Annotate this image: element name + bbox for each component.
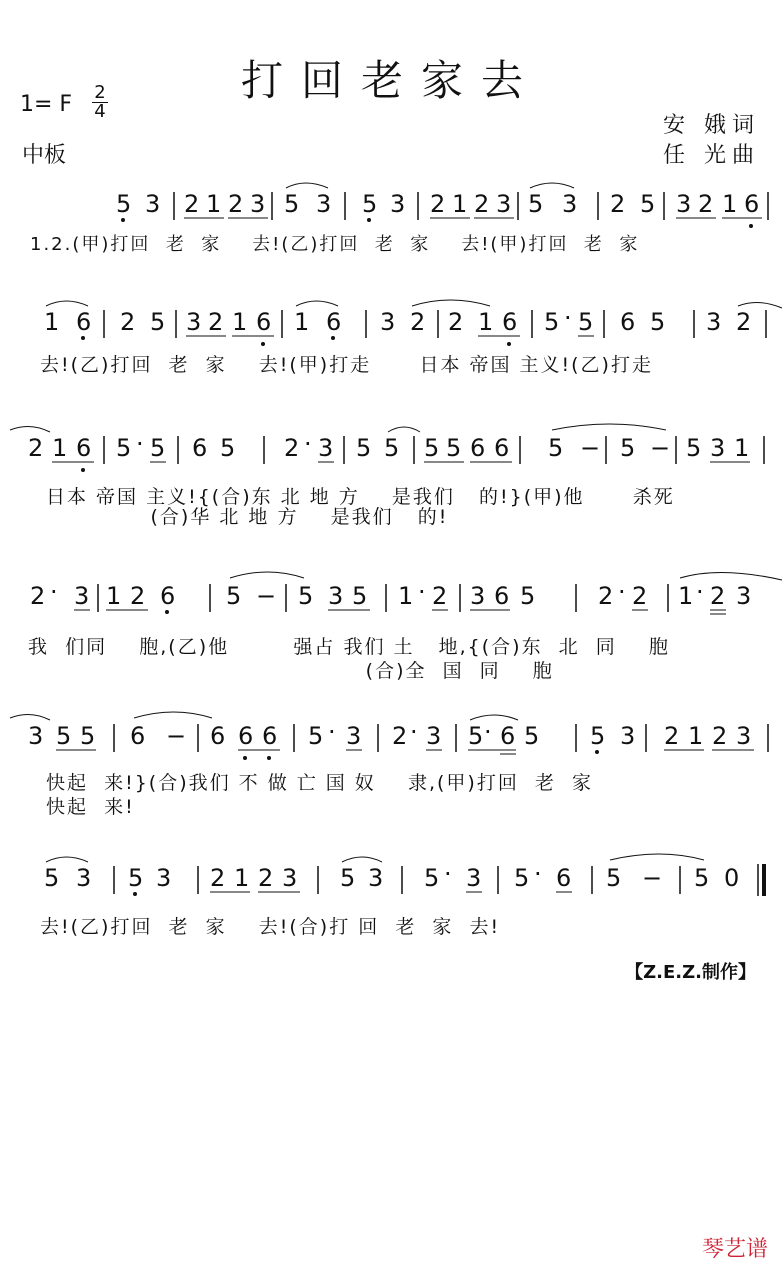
- svg-text:2: 2: [120, 308, 136, 336]
- svg-text:−: −: [642, 864, 663, 892]
- svg-text:−: −: [166, 722, 187, 750]
- notation-svg: [0, 180, 782, 230]
- svg-text:2: 2: [736, 308, 752, 336]
- notation-line: [0, 572, 782, 612]
- svg-text:3: 3: [710, 434, 726, 462]
- svg-text:2: 2: [664, 722, 680, 750]
- svg-text:·: ·: [484, 718, 492, 746]
- svg-text:3: 3: [316, 190, 332, 218]
- svg-text:3: 3: [676, 190, 692, 218]
- svg-text:3: 3: [736, 582, 752, 610]
- lyric-line: 去!(乙)打回 老 家 去!(合)打 回 老 家 去!: [40, 916, 501, 938]
- svg-text:3: 3: [496, 190, 512, 218]
- svg-text:2: 2: [710, 582, 726, 610]
- svg-text:·: ·: [50, 578, 58, 606]
- svg-text:1: 1: [398, 582, 414, 610]
- svg-text:1: 1: [688, 722, 704, 750]
- svg-text:1: 1: [478, 308, 494, 336]
- svg-text:5: 5: [686, 434, 702, 462]
- svg-text:·: ·: [418, 578, 426, 606]
- svg-text:5: 5: [620, 434, 636, 462]
- svg-text:−: −: [256, 582, 277, 610]
- svg-text:3: 3: [328, 582, 344, 610]
- svg-text:1: 1: [206, 190, 222, 218]
- svg-text:5: 5: [356, 434, 372, 462]
- svg-text:1: 1: [734, 434, 750, 462]
- lyric-line: 去!(乙)打回 老 家 去!(甲)打走 日本 帝国 主义!(乙)打走: [40, 354, 653, 376]
- svg-text:6: 6: [210, 722, 226, 750]
- svg-text:3: 3: [620, 722, 636, 750]
- note: 3: [145, 190, 161, 218]
- lyric-line: (合)全 国 同 胞: [28, 660, 554, 682]
- svg-text:·: ·: [304, 430, 312, 458]
- notation-line: [0, 854, 782, 894]
- svg-text:5: 5: [128, 864, 144, 892]
- svg-text:6: 6: [556, 864, 572, 892]
- composer-credit: 任 光曲: [663, 143, 760, 168]
- svg-text:3: 3: [156, 864, 172, 892]
- svg-text:6: 6: [494, 434, 510, 462]
- lyric-line: 1.2.(甲)打回 老 家 去!(乙)打回 老 家 去!(甲)打回 老 家: [30, 234, 640, 255]
- svg-text:3: 3: [736, 722, 752, 750]
- notation-svg: [0, 854, 782, 904]
- notation-svg: [0, 572, 782, 622]
- svg-text:3: 3: [466, 864, 482, 892]
- svg-text:5: 5: [44, 864, 60, 892]
- svg-text:5: 5: [524, 722, 540, 750]
- svg-text:·: ·: [534, 860, 542, 888]
- lyric-line: 日本 帝国 主义!{(合)东 北 地 方 是我们 的!}(甲)他 杀死: [46, 486, 675, 508]
- svg-text:5: 5: [548, 434, 564, 462]
- svg-text:·: ·: [696, 578, 704, 606]
- svg-text:1: 1: [294, 308, 310, 336]
- svg-text:2: 2: [258, 864, 274, 892]
- svg-text:5: 5: [220, 434, 236, 462]
- svg-text:3: 3: [28, 722, 44, 750]
- svg-text:1: 1: [722, 190, 738, 218]
- time-signature: [92, 84, 108, 121]
- lyric-line: 我 们同 胞,(乙)他 强占 我们 土 地,{(合)东 北 同 胞: [28, 636, 670, 658]
- svg-text:·: ·: [564, 304, 572, 332]
- svg-text:3: 3: [318, 434, 334, 462]
- svg-text:5: 5: [514, 864, 530, 892]
- svg-text:2: 2: [184, 190, 200, 218]
- svg-text:3: 3: [390, 190, 406, 218]
- svg-text:3: 3: [76, 864, 92, 892]
- svg-text:·: ·: [328, 718, 336, 746]
- svg-text:2: 2: [284, 434, 300, 462]
- svg-text:6: 6: [160, 582, 176, 610]
- svg-text:6: 6: [76, 308, 92, 336]
- svg-text:3: 3: [706, 308, 722, 336]
- svg-text:6: 6: [494, 582, 510, 610]
- svg-text:5: 5: [116, 434, 132, 462]
- svg-text:5: 5: [352, 582, 368, 610]
- svg-text:2: 2: [698, 190, 714, 218]
- svg-text:2: 2: [632, 582, 648, 610]
- svg-text:·: ·: [618, 578, 626, 606]
- svg-text:5: 5: [590, 722, 606, 750]
- svg-text:5: 5: [694, 864, 710, 892]
- svg-text:5: 5: [362, 190, 378, 218]
- svg-text:3: 3: [470, 582, 486, 610]
- svg-text:6: 6: [262, 722, 278, 750]
- lyric-line: (合)华 北 地 方 是我们 的!: [46, 506, 449, 528]
- svg-text:6: 6: [76, 434, 92, 462]
- svg-text:6: 6: [502, 308, 518, 336]
- svg-text:5: 5: [384, 434, 400, 462]
- svg-text:·: ·: [444, 860, 452, 888]
- svg-text:5: 5: [284, 190, 300, 218]
- svg-text:2: 2: [610, 190, 626, 218]
- svg-text:5: 5: [640, 190, 656, 218]
- svg-text:5: 5: [226, 582, 242, 610]
- svg-text:6: 6: [238, 722, 254, 750]
- svg-text:3: 3: [380, 308, 396, 336]
- svg-text:6: 6: [620, 308, 636, 336]
- notation-svg: [0, 424, 782, 474]
- svg-text:2: 2: [448, 308, 464, 336]
- svg-text:·: ·: [136, 430, 144, 458]
- svg-text:5: 5: [424, 864, 440, 892]
- svg-text:6: 6: [192, 434, 208, 462]
- meter-bottom: 4: [94, 101, 106, 122]
- svg-text:3: 3: [250, 190, 266, 218]
- watermark-logo: 琴艺谱: [701, 1237, 768, 1262]
- svg-text:1: 1: [234, 864, 250, 892]
- svg-text:3: 3: [74, 582, 90, 610]
- maker-credit: 【Z.E.Z.制作】: [625, 962, 756, 983]
- svg-text:1: 1: [44, 308, 60, 336]
- svg-text:2: 2: [210, 864, 226, 892]
- svg-text:2: 2: [208, 308, 224, 336]
- svg-text:5: 5: [544, 308, 560, 336]
- svg-text:6: 6: [130, 722, 146, 750]
- svg-text:6: 6: [326, 308, 342, 336]
- svg-text:3: 3: [426, 722, 442, 750]
- svg-text:2: 2: [474, 190, 490, 218]
- svg-text:5: 5: [468, 722, 484, 750]
- notation-line: [0, 424, 782, 464]
- svg-text:0: 0: [724, 864, 740, 892]
- svg-text:5: 5: [340, 864, 356, 892]
- meter-top: 2: [92, 84, 108, 103]
- svg-text:2: 2: [598, 582, 614, 610]
- song-title: 打回老家去: [240, 56, 541, 105]
- svg-text:1: 1: [232, 308, 248, 336]
- svg-text:3: 3: [368, 864, 384, 892]
- svg-text:5: 5: [578, 308, 594, 336]
- key-signature: 1= F: [20, 92, 73, 117]
- svg-text:2: 2: [432, 582, 448, 610]
- tempo-marking: 中板: [22, 143, 67, 168]
- svg-text:2: 2: [30, 582, 46, 610]
- svg-text:2: 2: [392, 722, 408, 750]
- svg-text:5: 5: [520, 582, 536, 610]
- svg-text:5: 5: [446, 434, 462, 462]
- svg-text:5: 5: [606, 864, 622, 892]
- svg-text:2: 2: [228, 190, 244, 218]
- svg-text:3: 3: [282, 864, 298, 892]
- notation-line: [0, 180, 782, 220]
- svg-text:5: 5: [298, 582, 314, 610]
- svg-text:6: 6: [470, 434, 486, 462]
- svg-text:·: ·: [410, 718, 418, 746]
- svg-text:5: 5: [150, 308, 166, 336]
- svg-text:−: −: [580, 434, 601, 462]
- svg-text:5: 5: [424, 434, 440, 462]
- svg-text:2: 2: [28, 434, 44, 462]
- svg-text:2: 2: [430, 190, 446, 218]
- svg-text:6: 6: [744, 190, 760, 218]
- svg-text:3: 3: [346, 722, 362, 750]
- svg-text:5: 5: [150, 434, 166, 462]
- svg-text:2: 2: [712, 722, 728, 750]
- svg-text:5: 5: [80, 722, 96, 750]
- svg-text:2: 2: [410, 308, 426, 336]
- svg-text:5: 5: [650, 308, 666, 336]
- svg-text:1: 1: [106, 582, 122, 610]
- notation-line: [0, 298, 782, 338]
- lyric-line: 快起 来!}(合)我们 不 做 亡 国 奴 隶,(甲)打回 老 家: [46, 772, 593, 794]
- svg-text:−: −: [650, 434, 671, 462]
- svg-text:6: 6: [256, 308, 272, 336]
- svg-text:2: 2: [130, 582, 146, 610]
- note: 5: [116, 190, 132, 218]
- svg-text:5: 5: [308, 722, 324, 750]
- svg-text:6: 6: [500, 722, 516, 750]
- svg-text:5: 5: [56, 722, 72, 750]
- notation-svg: [0, 712, 782, 762]
- notation-svg: [0, 298, 782, 348]
- svg-text:5: 5: [528, 190, 544, 218]
- svg-text:3: 3: [562, 190, 578, 218]
- lyricist-credit: 安 娥词: [663, 113, 760, 138]
- svg-text:1: 1: [678, 582, 694, 610]
- svg-text:1: 1: [52, 434, 68, 462]
- svg-text:1: 1: [452, 190, 468, 218]
- svg-text:3: 3: [186, 308, 202, 336]
- lyric-line: 快起 来!: [46, 796, 135, 818]
- notation-line: [0, 712, 782, 752]
